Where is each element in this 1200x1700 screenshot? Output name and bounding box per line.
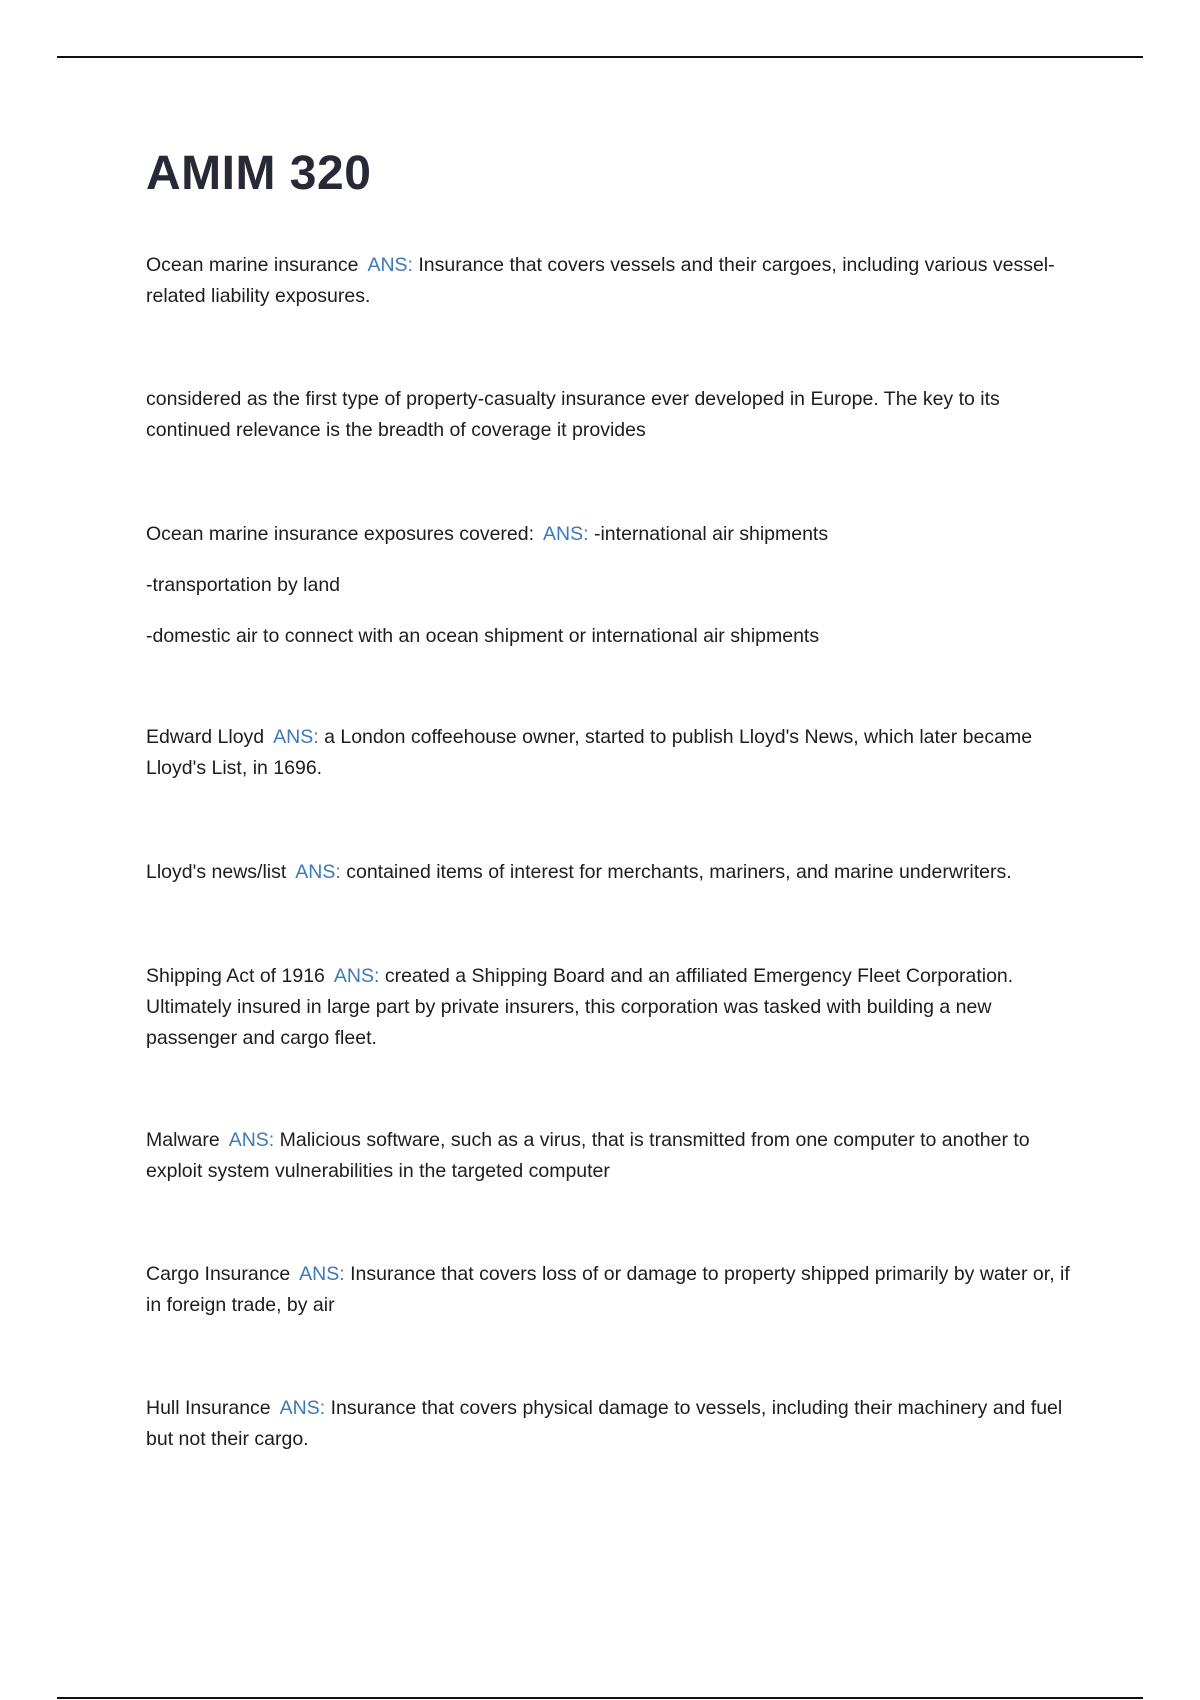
- entry-term: Hull Insurance: [146, 1397, 271, 1419]
- ans-label: ANS:: [228, 1129, 275, 1151]
- entry-list-line: -transportation by land: [146, 574, 341, 596]
- entry-answer: Insurance that covers vessels and their cargoes, including various vessel-related liability exposures.: [146, 254, 1055, 307]
- entry-term: Malware: [146, 1129, 220, 1151]
- qa-entry: [146, 1125, 1086, 1187]
- ans-label: ANS:: [333, 965, 380, 987]
- qa-entry: [146, 961, 1086, 1054]
- entry-list-line: -domestic air to connect with an ocean shipment or international air shipments: [146, 625, 820, 647]
- entry-term: Ocean marine insurance exposures covered:: [146, 523, 535, 545]
- ans-label: ANS:: [367, 254, 413, 276]
- qa-entry: [146, 857, 1086, 888]
- entry-term: Shipping Act of 1916: [146, 965, 325, 987]
- entry-text: considered as the first type of property-casualty insurance ever developed in Europe. The key to its continued relevance is the breadth of coverage it provides: [146, 388, 1000, 441]
- ans-label: ANS:: [299, 1263, 345, 1285]
- ans-label: ANS:: [295, 861, 341, 883]
- ans-label: ANS:: [273, 726, 319, 748]
- ans-label: ANS:: [279, 1397, 326, 1419]
- entry-term: Edward Lloyd: [146, 726, 265, 748]
- top-rule: [57, 56, 1143, 58]
- entry-answer: Insurance that covers loss of or damage to property shipped primarily by water or, if in foreign trade, by air: [146, 1263, 1070, 1316]
- entry-answer: created a Shipping Board and an affiliated Emergency Fleet Corporation. Ultimately insured in large part by private insurers, this corporation was tasked with building a new passenger and cargo fleet.: [146, 965, 1014, 1049]
- entry-answer: a London coffeehouse owner, started to publish Lloyd's News, which later became Lloyd's List, in 1696.: [146, 726, 1033, 779]
- entry-term: Ocean marine insurance: [146, 254, 359, 276]
- entry-answer: Insurance that covers physical damage to vessels, including their machinery and fuel but not their cargo.: [146, 1397, 1063, 1450]
- qa-entry: [146, 250, 1086, 312]
- text-entry: [146, 384, 1086, 446]
- qa-entry: [146, 1393, 1086, 1455]
- qa-entry: [146, 519, 1086, 652]
- bottom-rule: [57, 1697, 1143, 1699]
- entry-term: Lloyd's news/list: [146, 861, 287, 883]
- qa-entry: [146, 1259, 1086, 1321]
- entry-answer: contained items of interest for merchants, mariners, and marine underwriters.: [346, 861, 1012, 883]
- page-title: AMIM 320: [146, 147, 372, 200]
- entry-answer: Malicious software, such as a virus, that is transmitted from one computer to another to exploit system vulnerabilities in the targeted computer: [146, 1129, 1030, 1182]
- entry-term: Cargo Insurance: [146, 1263, 291, 1285]
- qa-entry: [146, 722, 1086, 784]
- entry-answer: -international air shipments: [593, 523, 829, 545]
- ans-label: ANS:: [543, 523, 589, 545]
